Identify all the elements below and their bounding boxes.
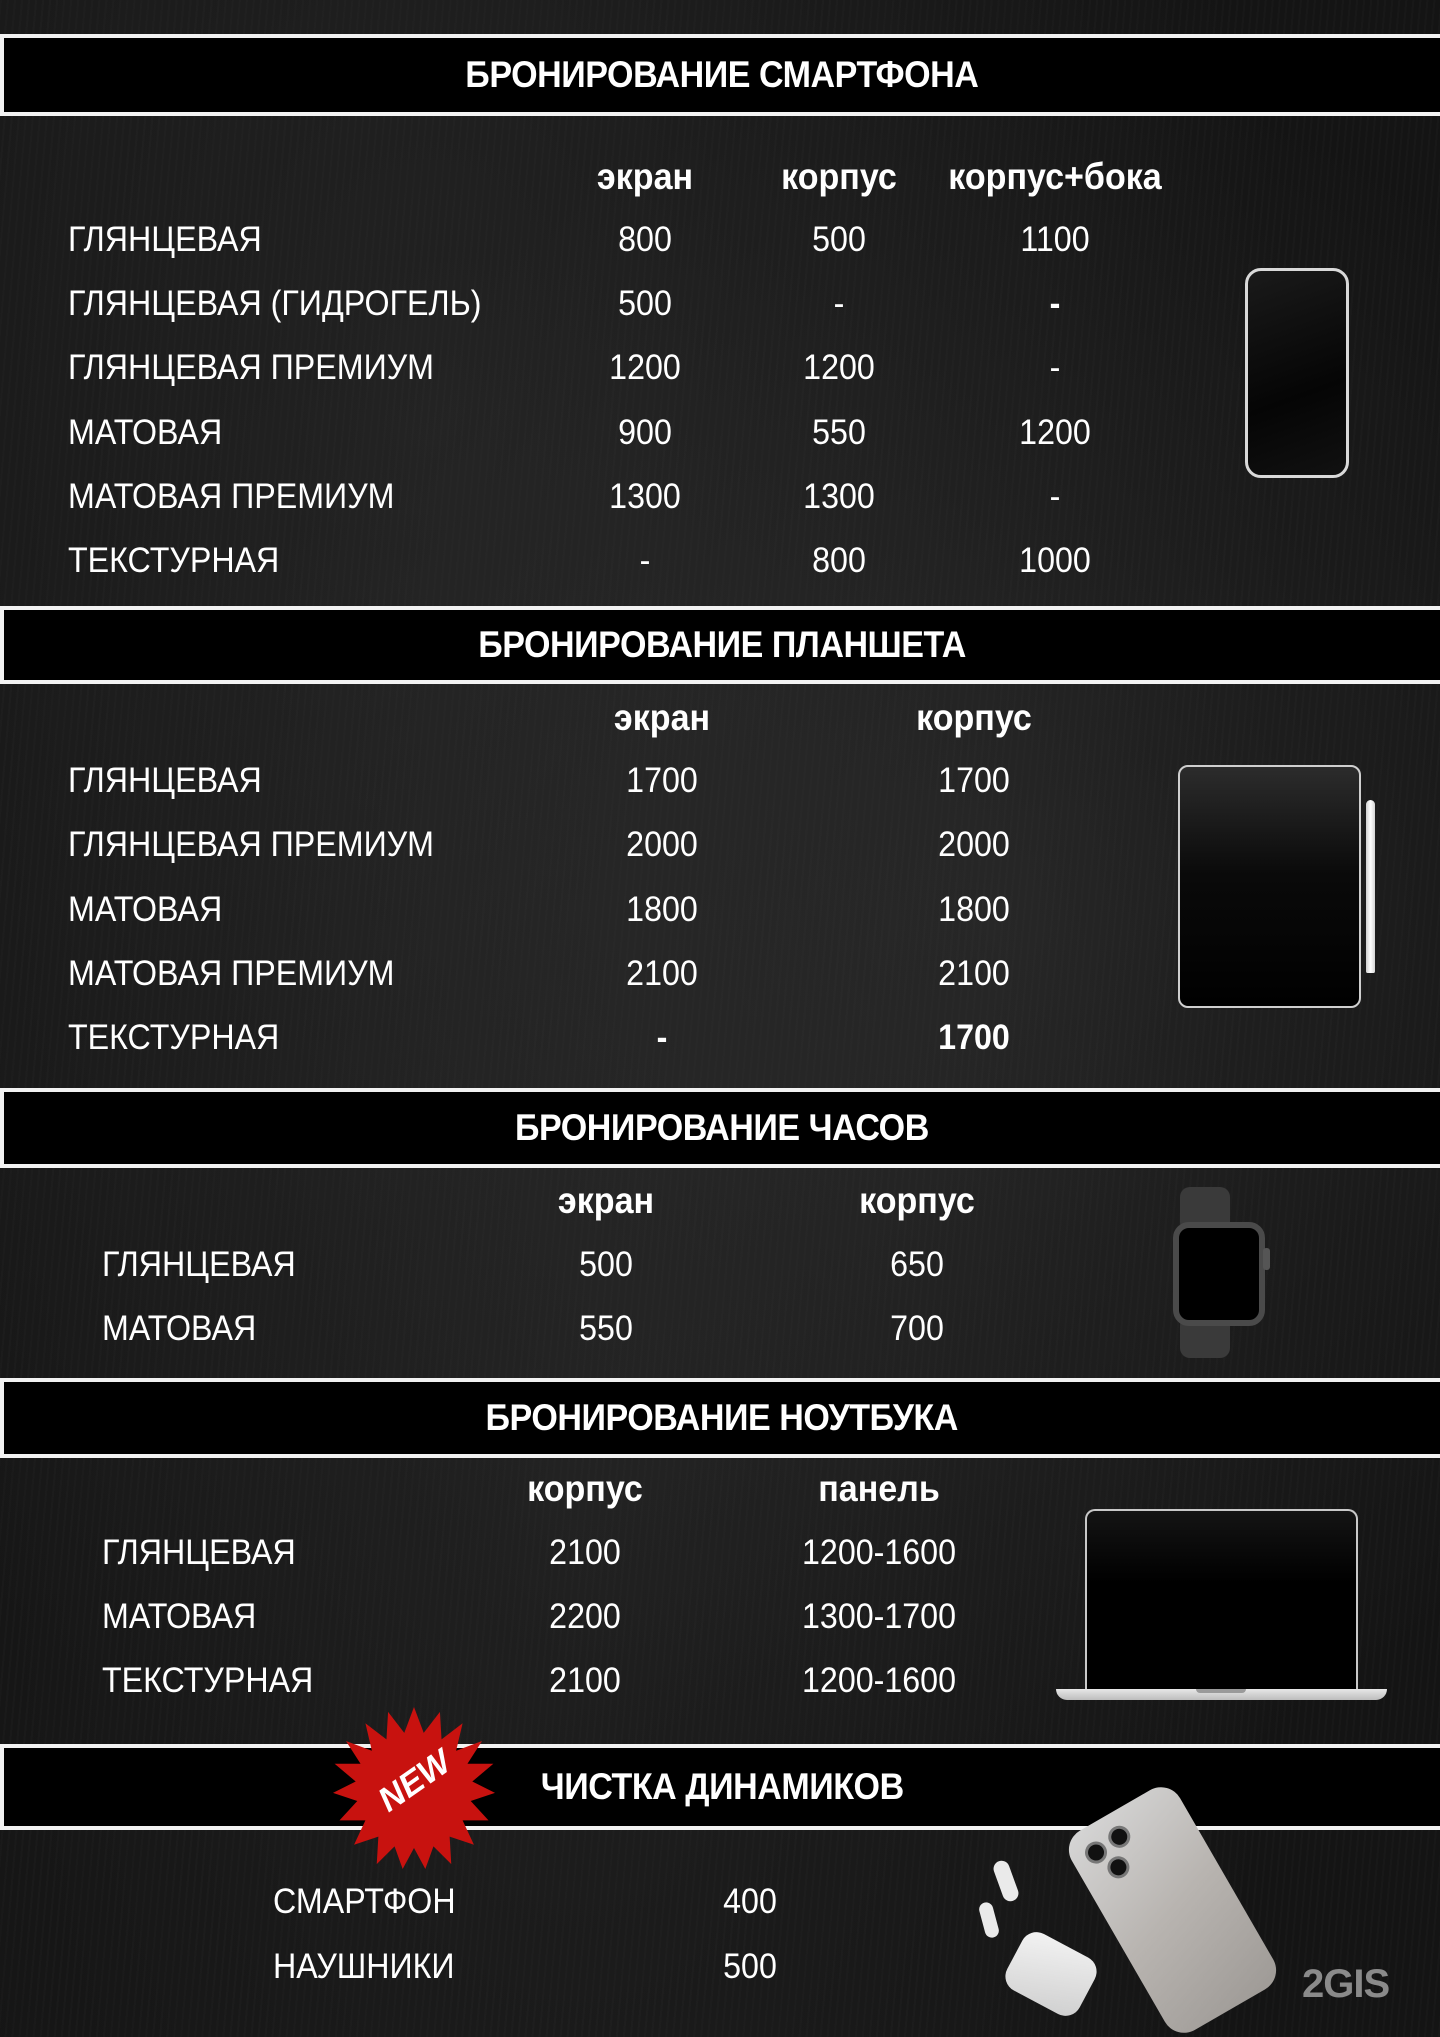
price-cell: 1200-1600	[802, 1533, 956, 1572]
price-cell: 550	[579, 1309, 633, 1348]
price-cell: 500	[579, 1245, 633, 1284]
row-label: МАТОВАЯ	[68, 413, 223, 452]
row-label: ГЛЯНЦЕВАЯ	[68, 761, 262, 800]
section-header-smartphone	[0, 34, 1440, 116]
price-cell: 1300	[609, 477, 681, 516]
column-header-screen: экран	[557, 1180, 655, 1221]
smartphone-icon	[1245, 268, 1349, 478]
price-cell: 1700	[626, 761, 698, 800]
section-header-watch	[0, 1088, 1440, 1168]
row-label: МАТОВАЯ	[102, 1309, 257, 1348]
price-cell: 1800	[626, 890, 698, 929]
price-cell: 1200	[609, 348, 681, 387]
section-header-speaker-cleaning	[0, 1744, 1440, 1830]
row-label: МАТОВАЯ	[68, 890, 223, 929]
row-label: ГЛЯНЦЕВАЯ	[102, 1245, 296, 1284]
tablet-icon	[1178, 765, 1361, 1008]
price-cell: 800	[812, 541, 866, 580]
price-cell: 500	[618, 284, 672, 323]
price-cell: 1300-1700	[802, 1597, 956, 1636]
row-label: ГЛЯНЦЕВАЯ ПРЕМИУМ	[68, 825, 435, 864]
section-title: БРОНИРОВАНИЕ ЧАСОВ	[515, 1107, 929, 1148]
price-cell: 500	[812, 220, 866, 259]
price-cell: -	[1049, 477, 1061, 516]
section-title: ЧИСТКА ДИНАМИКОВ	[540, 1766, 904, 1807]
price-cell: 1000	[1019, 541, 1091, 580]
section-header-laptop	[0, 1378, 1440, 1458]
row-label: МАТОВАЯ ПРЕМИУМ	[68, 954, 395, 993]
section-header-tablet	[0, 606, 1440, 684]
row-label: ТЕКСТУРНАЯ	[68, 1018, 280, 1057]
new-badge-label: NEW	[371, 1742, 459, 1820]
section-title: БРОНИРОВАНИЕ СМАРТФОНА	[465, 54, 979, 95]
price-cell: 1200	[803, 348, 875, 387]
price-cell: 800	[618, 220, 672, 259]
price-cell: 1700	[938, 761, 1010, 800]
row-label: МАТОВАЯ ПРЕМИУМ	[68, 477, 395, 516]
price-cell: 1200	[1019, 413, 1091, 452]
price-cell: -	[1049, 284, 1061, 323]
stylus-icon	[1366, 800, 1375, 973]
price-cell: 500	[723, 1947, 777, 1986]
row-label: ГЛЯНЦЕВАЯ	[68, 220, 262, 259]
price-cell: 400	[723, 1882, 777, 1921]
column-header-body: корпус	[916, 697, 1032, 738]
price-cell: 2000	[626, 825, 698, 864]
row-label: ТЕКСТУРНАЯ	[102, 1661, 314, 1700]
price-cell: 700	[890, 1309, 944, 1348]
price-cell: 1700	[938, 1018, 1010, 1057]
row-label: ГЛЯНЦЕВАЯ ПРЕМИУМ	[68, 348, 435, 387]
row-label: ГЛЯНЦЕВАЯ (ГИДРОГЕЛЬ)	[68, 284, 482, 323]
price-cell: 2100	[938, 954, 1010, 993]
price-cell: 1200-1600	[802, 1661, 956, 1700]
price-cell: 1300	[803, 477, 875, 516]
price-cell: -	[833, 284, 845, 323]
section-title: БРОНИРОВАНИЕ ПЛАНШЕТА	[478, 624, 966, 665]
price-cell: 550	[812, 413, 866, 452]
price-cell: 1800	[938, 890, 1010, 929]
price-cell: -	[1049, 348, 1061, 387]
column-header-screen: экран	[613, 697, 711, 738]
price-cell: 1100	[1020, 220, 1090, 259]
column-header-body: корпус	[781, 156, 897, 197]
row-label: МАТОВАЯ	[102, 1597, 257, 1636]
column-header-panel: панель	[818, 1468, 940, 1509]
price-cell: 2200	[549, 1597, 621, 1636]
row-label: ГЛЯНЦЕВАЯ	[102, 1533, 296, 1572]
row-label: НАУШНИКИ	[273, 1947, 455, 1986]
price-cell: -	[639, 541, 651, 580]
price-cell: -	[656, 1018, 668, 1057]
price-cell: 2100	[626, 954, 698, 993]
price-cell: 650	[890, 1245, 944, 1284]
price-cell: 2100	[549, 1533, 621, 1572]
row-label: ТЕКСТУРНАЯ	[68, 541, 280, 580]
2gis-watermark-logo: 2GIS	[1302, 1962, 1390, 2006]
price-cell: 2000	[938, 825, 1010, 864]
row-label: СМАРТФОН	[273, 1882, 456, 1921]
column-header-screen: экран	[596, 156, 694, 197]
price-cell: 900	[618, 413, 672, 452]
column-header-body: корпус	[527, 1468, 643, 1509]
price-cell: 2100	[549, 1661, 621, 1700]
section-title: БРОНИРОВАНИЕ НОУТБУКА	[485, 1397, 959, 1438]
column-header-body-sides: корпус+бока	[948, 156, 1162, 197]
column-header-body: корпус	[859, 1180, 975, 1221]
